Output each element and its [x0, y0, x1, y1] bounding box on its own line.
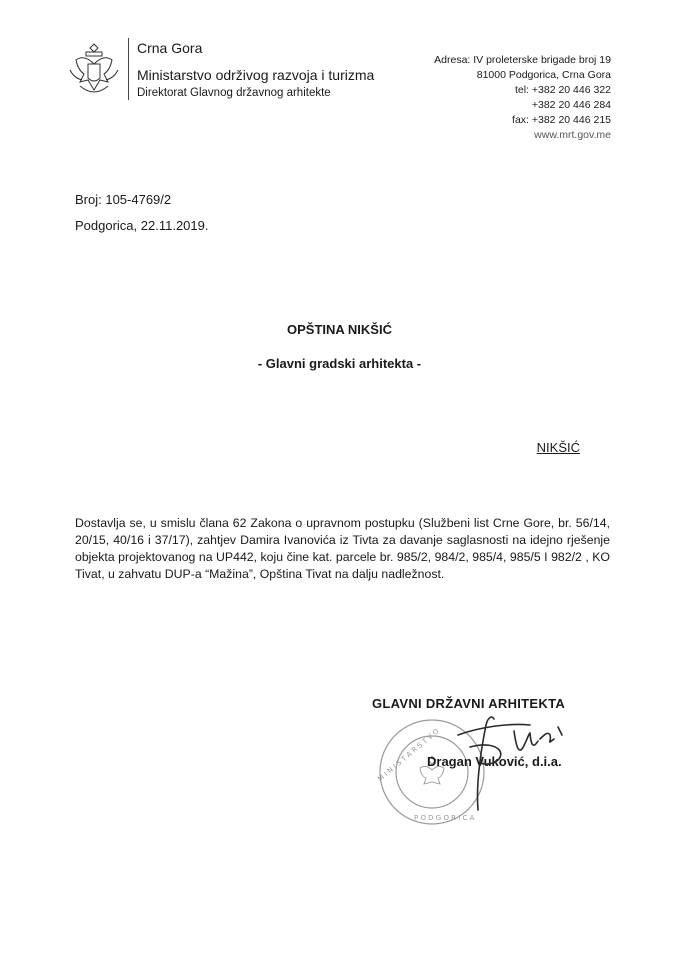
coat-of-arms-icon	[66, 40, 122, 102]
address-tel-1: tel: +382 20 446 322	[514, 84, 611, 96]
address-website: www.mrt.gov.me	[534, 129, 611, 141]
signature-title: GLAVNI DRŽAVNI ARHITEKTA	[372, 696, 566, 711]
address-city: 81000 Podgorica, Crna Gora	[476, 69, 611, 81]
reference-place-date: Podgorica, 22.11.2019.	[75, 218, 209, 233]
header-ministry: Ministarstvo održivog razvoja i turizma	[137, 67, 375, 83]
svg-text:P O D G O R I C A: P O D G O R I C A	[414, 814, 475, 822]
recipient-name: OPŠTINA NIKŠIĆ	[287, 322, 392, 337]
body-paragraph: Dostavlja se, u smislu člana 62 Zakona o upravnom postupku (Službeni list Crne Gore, br. 56/14, 20/15, 40/16 i 37/17), zahtjev Damira Ivanovića iz Tivta za davanje saglasnosti na idejno rješenje objekta projektovanog na UP442, koju čine kat. parcele br. 985/2, 984/2, 985/4, 985/5 I 982/2 , KO Tivat, u zahvatu DUP-a “Mažina”, Opština Tivat na dalju nadležnost.	[75, 516, 610, 581]
signatory-name: Dragan Vuković, d.i.a.	[427, 754, 562, 769]
handwritten-signature	[430, 705, 580, 825]
header-directorate: Direktorat Glavnog državnog arhitekte	[137, 87, 331, 99]
recipient-city: NIKŠIĆ	[536, 440, 580, 455]
address-line: Adresa: IV proleterske brigade broj 19	[434, 54, 611, 66]
reference-number: Broj: 105-4769/2	[75, 192, 172, 207]
svg-text:M I N I S T A R S T V O: M I N I S T A R S T V O	[376, 727, 441, 784]
address-fax: fax: +382 20 446 215	[512, 114, 611, 126]
header-divider	[128, 38, 129, 100]
address-tel-2: +382 20 446 284	[531, 99, 611, 111]
recipient-subtitle: - Glavni gradski arhitekta -	[257, 356, 422, 371]
header-country: Crna Gora	[137, 40, 203, 56]
